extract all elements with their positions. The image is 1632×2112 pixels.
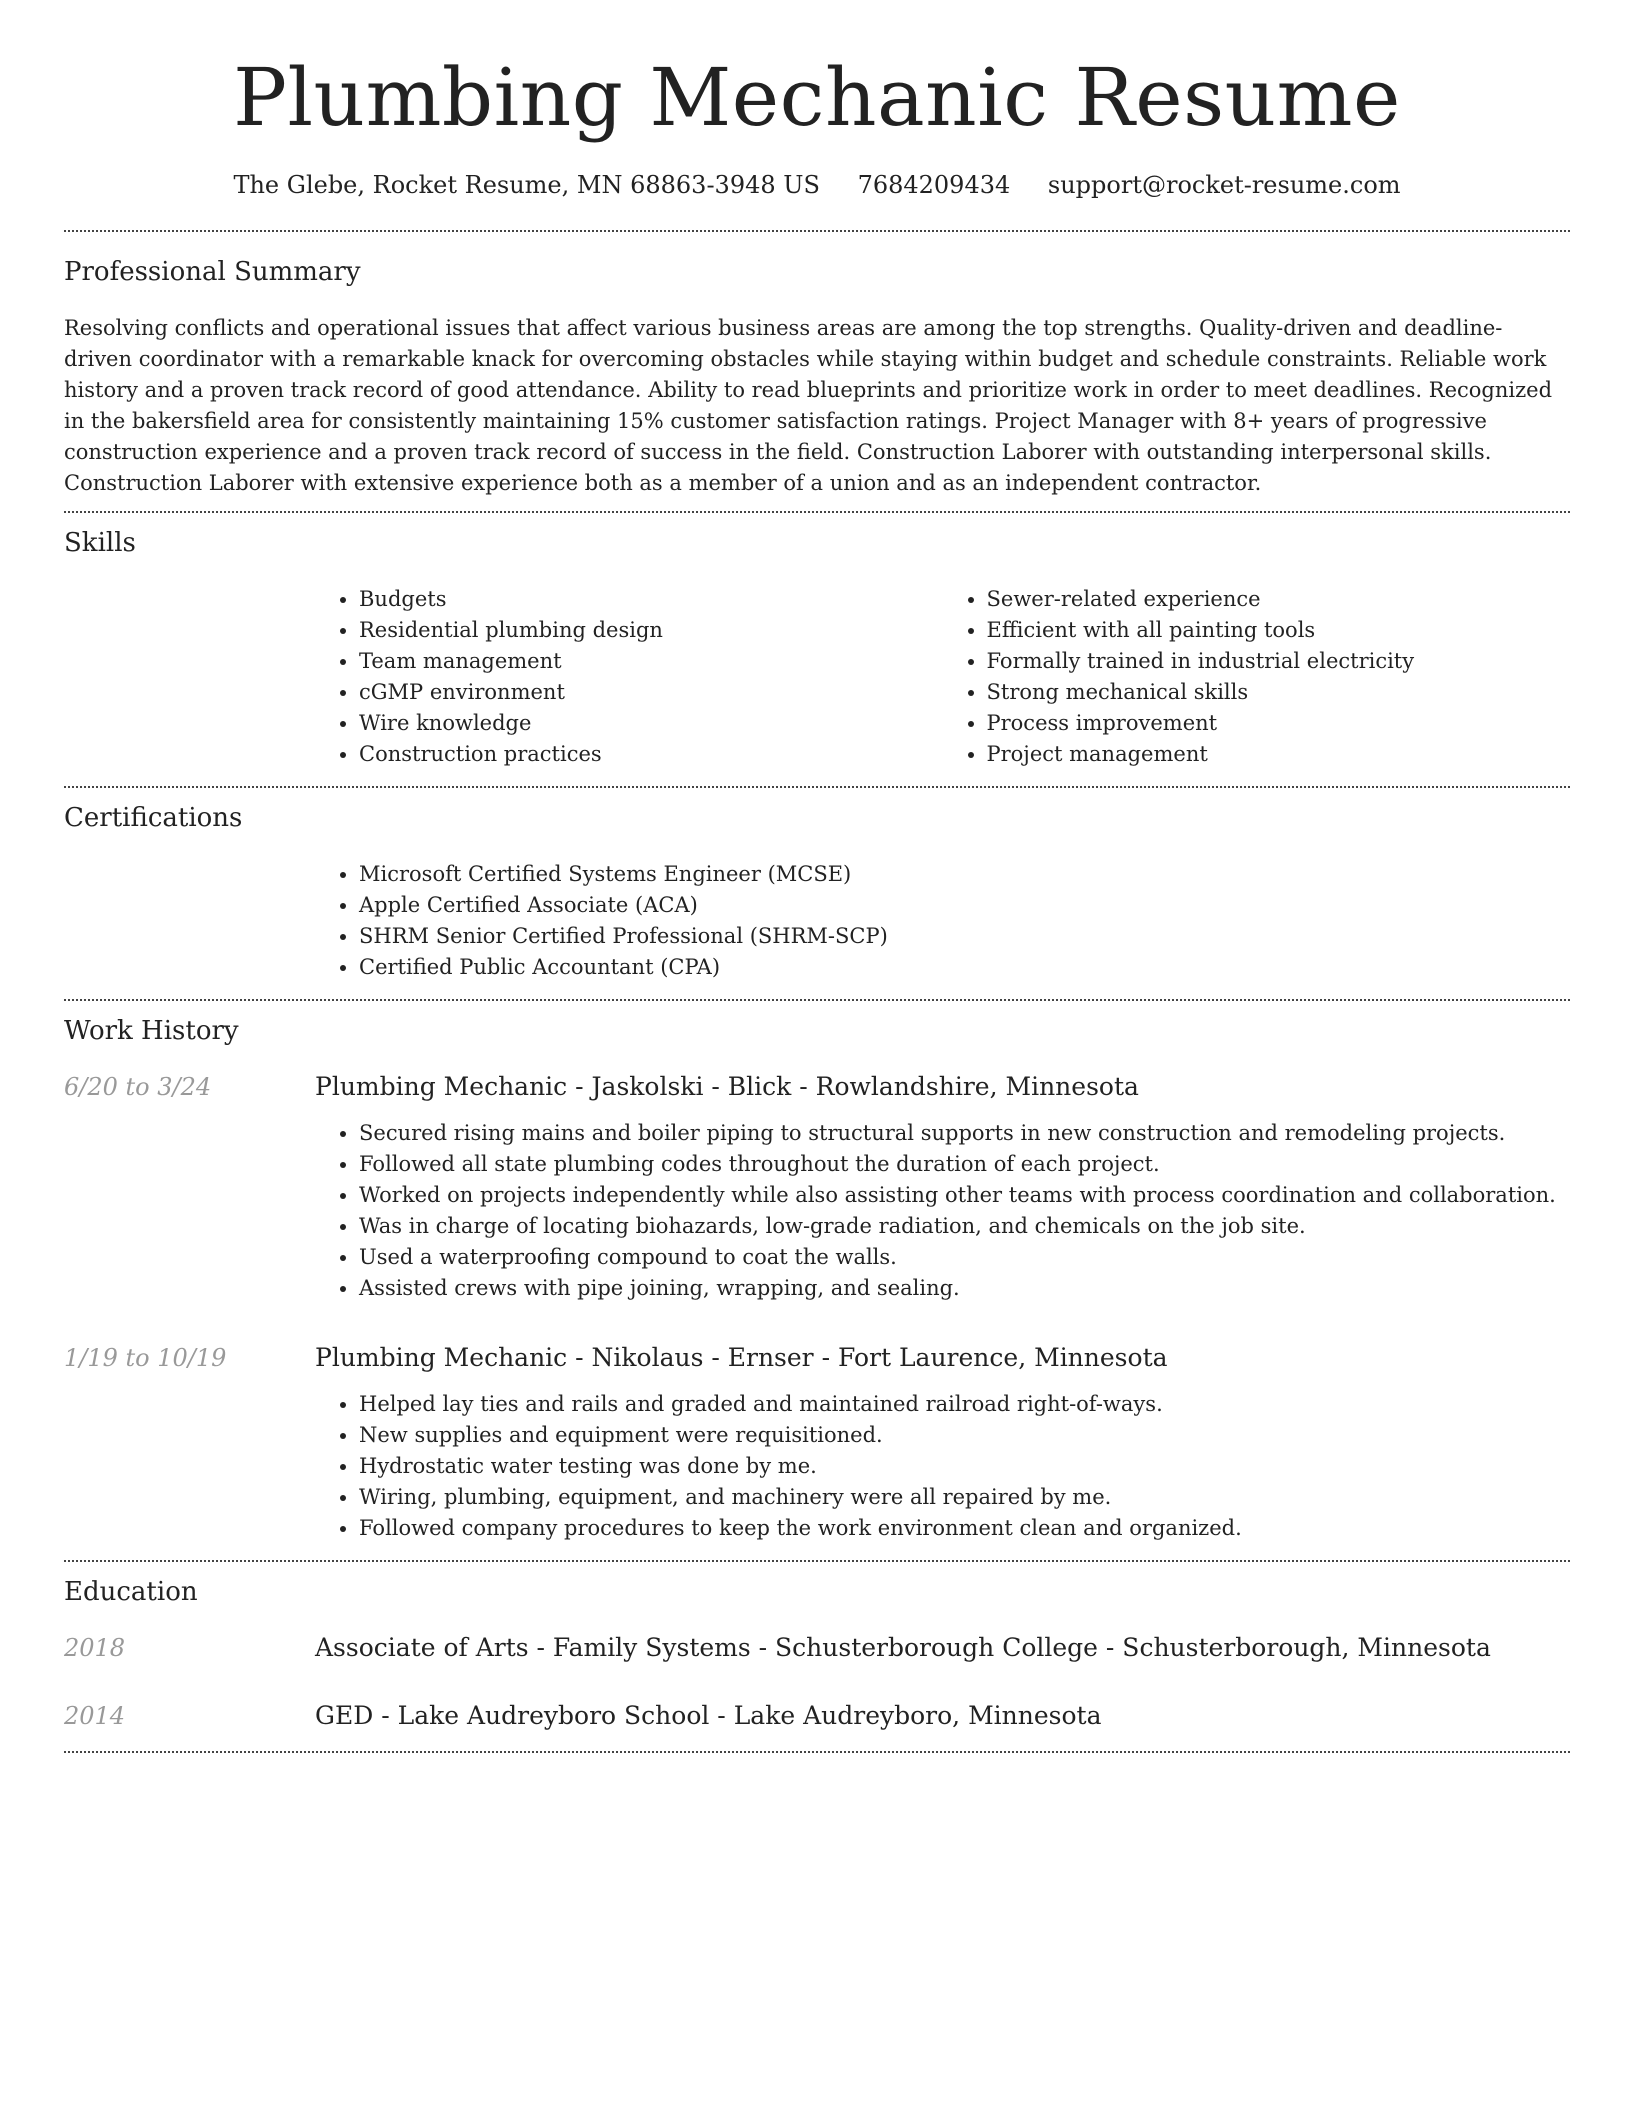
job-bullets — [315, 1118, 1570, 1304]
skills-section — [64, 513, 1570, 770]
resume-header — [64, 0, 1570, 202]
resume-page — [64, 0, 1570, 1753]
list-item: • Wiring, plumbing, equipment, and machinery were all repaired by me. — [359, 1482, 1570, 1513]
summary-title: Professional Summary — [64, 257, 361, 287]
contact-email: support@rocket-resume.com — [1047, 171, 1401, 199]
list-item: • Project management — [987, 739, 1571, 770]
list-item: • Team management — [359, 646, 943, 677]
list-item: • Strong mechanical skills — [987, 677, 1571, 708]
education-title: Education — [64, 1577, 198, 1607]
contact-phone: 7684209434 — [857, 171, 1011, 199]
list-item: • Secured rising mains and boiler piping to structural supports in new construction and remodeling projects. — [359, 1118, 1570, 1149]
education-entry — [64, 1699, 1570, 1733]
job-bullets-wrap — [315, 1118, 1570, 1304]
list-item: • Apple Certified Associate (ACA) — [359, 890, 1570, 921]
list-item: • Construction practices — [359, 739, 943, 770]
list-item: • Certified Public Accountant (CPA) — [359, 952, 1570, 983]
list-item: • Followed company procedures to keep the work environment clean and organized. — [359, 1513, 1570, 1544]
list-item: • Assisted crews with pipe joining, wrapping, and sealing. — [359, 1273, 1570, 1304]
education-section — [64, 1562, 1570, 1733]
summary-section — [64, 232, 1570, 499]
section-divider — [64, 1751, 1570, 1753]
job-entry — [64, 1070, 1570, 1304]
certifications-list-wrap — [315, 859, 1570, 983]
list-item: • Followed all state plumbing codes throughout the duration of each project. — [359, 1149, 1570, 1180]
work-history-section — [64, 1001, 1570, 1544]
job-dates: 6/20 to 3/24 — [64, 1073, 212, 1101]
list-item: • Microsoft Certified Systems Engineer (MCSE) — [359, 859, 1570, 890]
list-item: • Efficient with all painting tools — [987, 615, 1571, 646]
certifications-list — [315, 859, 1570, 983]
summary-text: Resolving conflicts and operational issues that affect various business areas are among the top strengths. Quality-driven and deadline-driven coordinator with a remarkable knack for overcoming obstacles while staying within budget and schedule constraints. Reliable work history and a proven track record of good attendance. Ability to read blueprints and prioritize work in order to meet deadlines. Recognized in the bakersfield area for consistently maintaining 15% customer satisfaction ratings. Project Manager with 8+ years of progressive construction experience and a proven track record of success in the field. Construction Laborer with outstanding interpersonal skills. Construction Laborer with extensive experience both as a member of a union and as an independent contractor. — [64, 316, 1553, 495]
list-item: • Helped lay ties and rails and graded and maintained railroad right-of-ways. — [359, 1389, 1570, 1420]
list-item: • SHRM Senior Certified Professional (SHRM-SCP) — [359, 921, 1570, 952]
skills-title: Skills — [64, 528, 136, 558]
education-entry — [64, 1631, 1570, 1665]
certifications-title: Certifications — [64, 803, 243, 833]
list-item: • Budgets — [359, 584, 943, 615]
job-bullets — [315, 1389, 1570, 1544]
skills-list-left — [315, 584, 943, 770]
education-heading: GED - Lake Audreyboro School - Lake Audreyboro, Minnesota — [315, 1701, 1102, 1730]
certifications-section — [64, 788, 1570, 983]
skills-grid — [315, 584, 1570, 770]
job-heading: Plumbing Mechanic - Nikolaus - Ernser - Fort Laurence, Minnesota — [315, 1343, 1168, 1372]
job-bullets-wrap — [315, 1389, 1570, 1544]
skills-list-right — [943, 584, 1571, 770]
job-entry — [64, 1341, 1570, 1544]
list-item: • Worked on projects independently while also assisting other teams with process coordination and collaboration. — [359, 1180, 1570, 1211]
list-item: • Formally trained in industrial electricity — [987, 646, 1571, 677]
list-item: • Residential plumbing design — [359, 615, 943, 646]
education-year: 2014 — [64, 1702, 126, 1730]
list-item: • Process improvement — [987, 708, 1571, 739]
list-item: • Wire knowledge — [359, 708, 943, 739]
contact-line — [64, 168, 1570, 202]
work-history-title: Work History — [64, 1016, 239, 1046]
list-item: • New supplies and equipment were requisitioned. — [359, 1420, 1570, 1451]
education-year: 2018 — [64, 1634, 126, 1662]
page-title: Plumbing Mechanic Resume — [233, 51, 1401, 144]
education-heading: Associate of Arts - Family Systems - Schusterborough College - Schusterborough, Minnesota — [315, 1633, 1491, 1662]
job-dates: 1/19 to 10/19 — [64, 1344, 227, 1372]
list-item: • Hydrostatic water testing was done by me. — [359, 1451, 1570, 1482]
job-heading: Plumbing Mechanic - Jaskolski - Blick - Rowlandshire, Minnesota — [315, 1072, 1139, 1101]
list-item: • Used a waterproofing compound to coat the walls. — [359, 1242, 1570, 1273]
contact-address: The Glebe, Rocket Resume, MN 68863-3948 US — [233, 171, 820, 199]
list-item: • Sewer-related experience — [987, 584, 1571, 615]
list-item: • cGMP environment — [359, 677, 943, 708]
list-item: • Was in charge of locating biohazards, low-grade radiation, and chemicals on the job site. — [359, 1211, 1570, 1242]
